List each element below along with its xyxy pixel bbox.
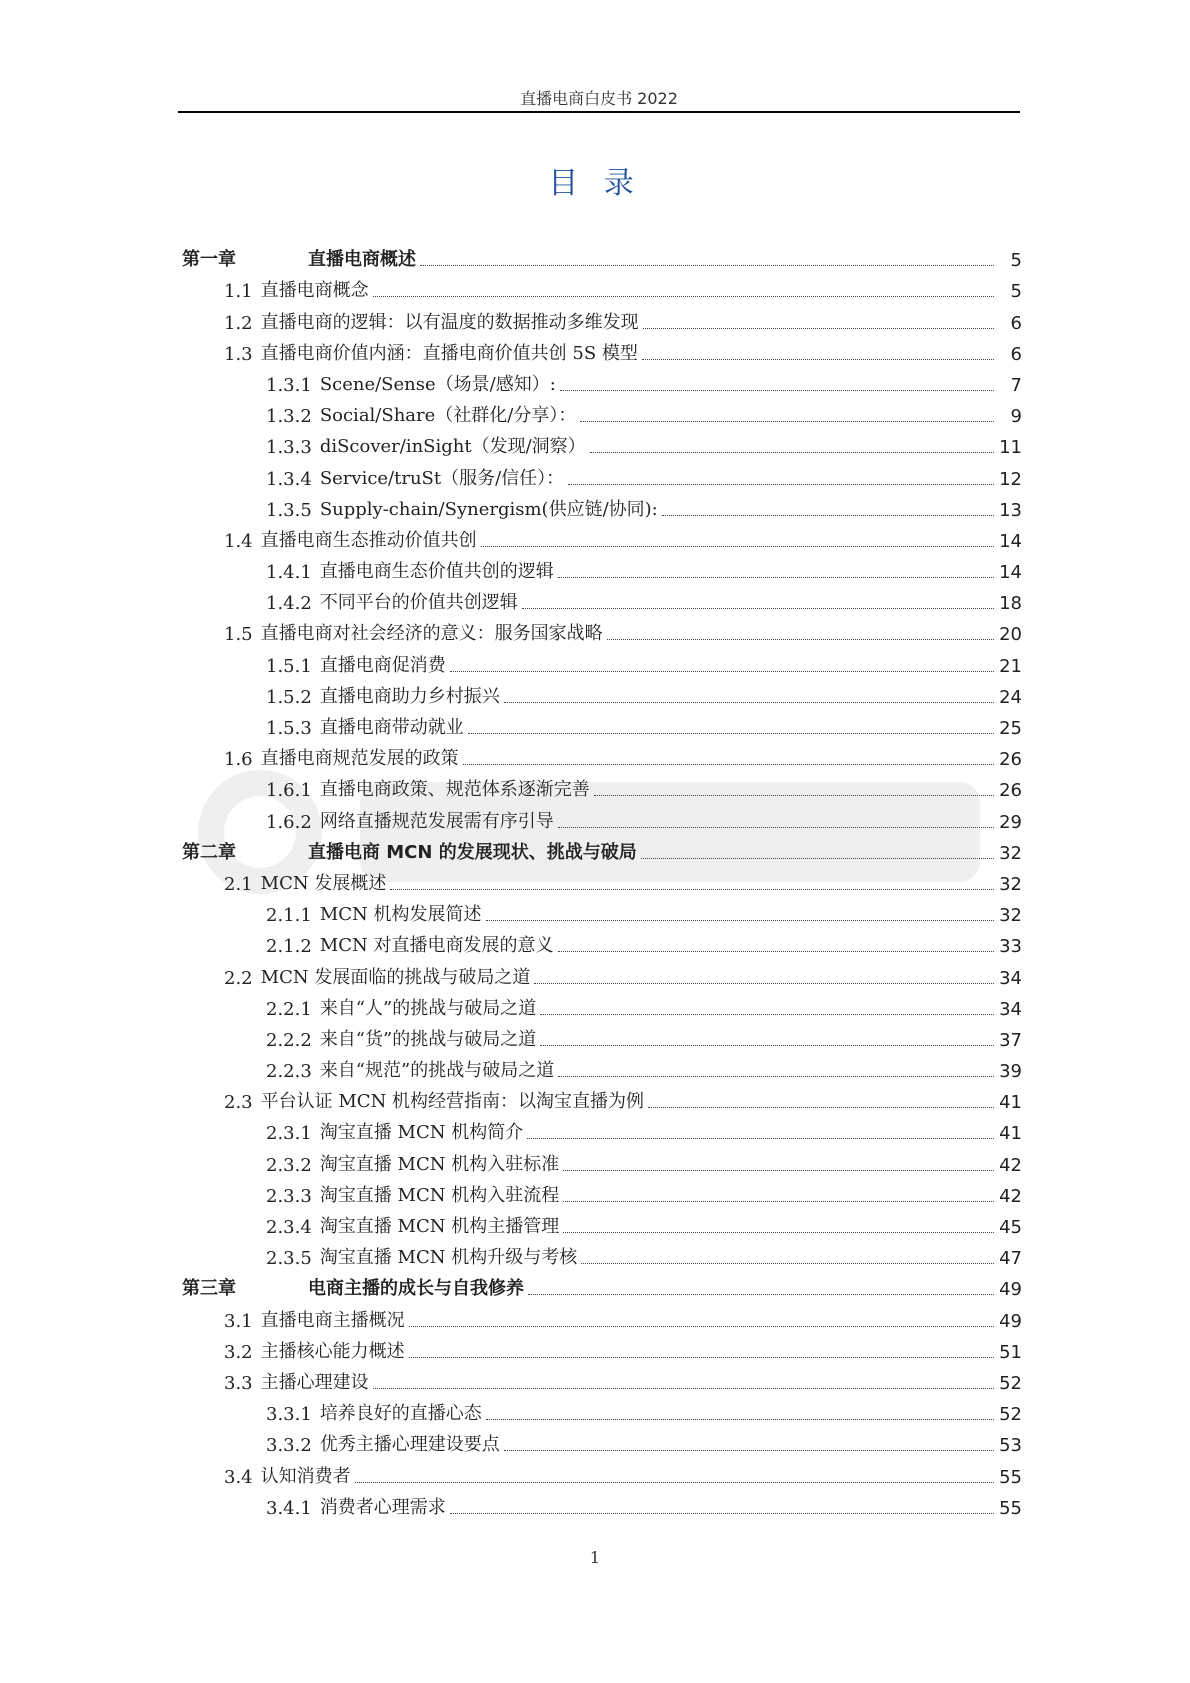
dot-leader [558, 577, 994, 578]
toc-entry[interactable] [182, 1207, 1022, 1238]
toc-entry-title: MCN 发展概述 [260, 872, 387, 894]
running-header: 直播电商白皮书 2022 [520, 89, 678, 108]
toc-entry-title: 不同平台的价值共创逻辑 [319, 592, 518, 614]
toc-entry[interactable] [182, 490, 1022, 521]
toc-entry[interactable] [182, 271, 1022, 302]
toc-entry-page: 25 [999, 718, 1022, 739]
toc-entry-number: 2.3.1 [266, 1123, 312, 1145]
toc-chapter-entry[interactable] [182, 1269, 1022, 1300]
toc-entry[interactable] [182, 583, 1022, 614]
toc-entry-title: 认知消费者 [260, 1465, 351, 1487]
toc-entry-number: 1.3.5 [266, 499, 312, 521]
dot-leader [373, 1388, 994, 1389]
dot-leader [607, 639, 994, 640]
dot-leader [486, 1419, 994, 1420]
toc-entry-title: 网络直播规范发展需有序引导 [319, 810, 554, 832]
toc-entry-title: Scene/Sense（场景/感知）: [319, 373, 556, 395]
dot-leader [355, 1482, 994, 1483]
toc-entry-page: 55 [999, 1497, 1022, 1519]
toc-entry-number: 2.3.5 [266, 1248, 312, 1270]
dot-leader [594, 795, 994, 796]
toc-entry-title: 直播电商生态推动价值共创 [260, 529, 477, 551]
toc-entry-page: 52 [999, 1372, 1022, 1394]
toc-entry-title: 直播电商概述 [308, 249, 416, 271]
toc-entry-page: 53 [999, 1435, 1022, 1457]
toc-entry[interactable] [182, 708, 1022, 739]
toc-entry-number: 1.6.2 [266, 811, 312, 833]
toc-entry-number: 1.4 [224, 530, 253, 552]
toc-entry[interactable] [182, 396, 1022, 427]
toc-entry-page: 6 [1010, 343, 1022, 365]
toc-entry-page: 26 [999, 780, 1022, 802]
dot-leader [540, 1045, 994, 1046]
toc-entry[interactable] [182, 521, 1022, 552]
dot-leader [558, 951, 995, 952]
table-of-contents [182, 240, 1022, 1519]
toc-entry-number: 2.3 [224, 1092, 253, 1114]
toc-entry-page: 47 [999, 1248, 1022, 1270]
toc-entry[interactable] [182, 334, 1022, 365]
toc-entry-page: 45 [999, 1217, 1022, 1238]
toc-entry-title: 培养良好的直播心态 [319, 1403, 482, 1425]
dot-leader [558, 827, 994, 828]
toc-entry-title: MCN 对直播电商发展的意义 [319, 935, 554, 957]
toc-entry[interactable] [182, 957, 1022, 988]
toc-entry[interactable] [182, 1363, 1022, 1394]
toc-entry-page: 6 [1010, 312, 1022, 334]
toc-entry-number: 2.2 [224, 967, 253, 989]
toc-entry-number: 2.3.4 [266, 1217, 312, 1238]
toc-entry-number: 1.3.4 [266, 468, 312, 490]
toc-entry-number: 1.3.3 [266, 437, 312, 459]
toc-entry[interactable] [182, 427, 1022, 458]
toc-entry-number: 1.3.2 [266, 406, 312, 428]
toc-entry-page: 49 [999, 1310, 1022, 1332]
toc-entry-number: 3.4 [224, 1466, 253, 1488]
toc-entry[interactable] [182, 1300, 1022, 1331]
dot-leader [662, 515, 994, 516]
toc-entry-page: 39 [999, 1061, 1022, 1083]
toc-entry[interactable] [182, 1394, 1022, 1425]
toc-entry[interactable] [182, 677, 1022, 708]
toc-entry-page: 51 [999, 1341, 1022, 1363]
toc-entry-title: 主播核心能力概述 [260, 1340, 405, 1362]
toc-entry[interactable] [182, 801, 1022, 832]
dot-leader [527, 1138, 994, 1139]
toc-entry-number: 2.3.2 [266, 1154, 312, 1176]
toc-entry-number: 1.6 [224, 749, 253, 771]
toc-chapter-entry[interactable] [182, 240, 1022, 271]
dot-leader [563, 1201, 994, 1202]
toc-entry-number: 1.5 [224, 624, 253, 646]
toc-entry-title: 直播电商规范发展的政策 [260, 748, 459, 770]
toc-entry[interactable] [182, 864, 1022, 895]
toc-entry-title: 消费者心理需求 [319, 1496, 446, 1518]
toc-entry-title: 直播电商政策、规范体系逐渐完善 [319, 779, 590, 801]
toc-entry[interactable] [182, 989, 1022, 1020]
toc-entry-number: 2.2.1 [266, 998, 312, 1020]
dot-leader [581, 1263, 994, 1264]
page-title: 目 录 [548, 166, 642, 201]
toc-entry-page: 32 [999, 873, 1022, 895]
toc-entry-page: 42 [999, 1154, 1022, 1176]
toc-entry-page: 32 [999, 842, 1022, 864]
dot-leader [648, 1107, 994, 1108]
toc-entry[interactable] [182, 926, 1022, 957]
toc-entry-page: 24 [999, 686, 1022, 708]
toc-entry-number: 第二章 [182, 841, 236, 863]
toc-entry-title: 直播电商生态价值共创的逻辑 [319, 561, 554, 583]
toc-entry-page: 41 [999, 1123, 1022, 1145]
toc-entry-number: 2.3.3 [266, 1185, 312, 1207]
toc-entry-number: 3.1 [224, 1310, 253, 1332]
toc-entry-number: 1.3.1 [266, 374, 312, 396]
toc-entry[interactable] [182, 1113, 1022, 1144]
toc-entry-page: 26 [999, 749, 1022, 771]
toc-entry-page: 13 [999, 499, 1022, 521]
dot-leader [481, 546, 994, 547]
toc-entry-title: 来自“货”的挑战与破局之道 [319, 1028, 537, 1050]
toc-entry-title: 主播心理建设 [260, 1371, 369, 1393]
toc-entry-number: 2.2.3 [266, 1061, 312, 1083]
toc-entry-number: 3.3.1 [266, 1404, 312, 1426]
dot-leader [463, 764, 994, 765]
toc-entry-title: diScover/inSight（发现/洞察） [319, 436, 586, 458]
toc-entry[interactable] [182, 1332, 1022, 1363]
toc-entry-page: 34 [999, 967, 1022, 989]
dot-leader [642, 359, 994, 360]
toc-entry[interactable] [182, 614, 1022, 645]
dot-leader [580, 421, 994, 422]
toc-entry-page: 12 [999, 468, 1022, 490]
toc-entry[interactable] [182, 1456, 1022, 1487]
dot-leader [534, 983, 994, 984]
toc-entry-number: 2.1.2 [266, 936, 312, 958]
toc-entry-number: 1.3 [224, 343, 253, 365]
toc-entry-title: 淘宝直播 MCN 机构入驻标准 [319, 1153, 560, 1175]
toc-entry-title: 直播电商助力乡村振兴 [319, 685, 500, 707]
dot-leader [568, 484, 994, 485]
dot-leader [522, 608, 994, 609]
dot-leader [563, 1170, 994, 1171]
toc-entry-title: 直播电商主播概况 [260, 1309, 405, 1331]
toc-entry-page: 11 [999, 437, 1022, 459]
toc-entry[interactable] [182, 1176, 1022, 1207]
toc-entry-number: 3.2 [224, 1341, 253, 1363]
toc-entry-page: 52 [999, 1404, 1022, 1426]
toc-entry-title: 直播电商对社会经济的意义：服务国家战略 [260, 623, 603, 645]
toc-entry-title: 直播电商价值内涵：直播电商价值共创 5S 模型 [260, 342, 638, 364]
toc-entry-page: 14 [999, 530, 1022, 552]
dot-leader [450, 671, 994, 672]
toc-entry[interactable] [182, 645, 1022, 676]
toc-entry-title: 直播电商 MCN 的发展现状、挑战与破局 [308, 841, 637, 863]
toc-entry-page: 32 [999, 905, 1022, 927]
toc-entry-page: 14 [999, 562, 1022, 584]
toc-entry-page: 34 [999, 998, 1022, 1020]
toc-entry[interactable] [182, 1488, 1022, 1519]
toc-entry[interactable] [182, 1144, 1022, 1175]
toc-entry-number: 1.5.1 [266, 655, 312, 677]
toc-entry-title: Service/truSt（服务/信任）： [319, 467, 565, 489]
toc-entry-page: 55 [999, 1466, 1022, 1488]
toc-entry-number: 1.1 [224, 281, 253, 303]
toc-entry[interactable] [182, 552, 1022, 583]
toc-entry-number: 1.2 [224, 312, 253, 334]
toc-entry-page: 21 [999, 655, 1022, 677]
toc-entry-page: 49 [999, 1279, 1022, 1301]
dot-leader [468, 733, 994, 734]
dot-leader [540, 1014, 994, 1015]
toc-entry-title: Social/Share（社群化/分享）： [319, 405, 577, 427]
toc-entry-number: 1.4.2 [266, 593, 312, 615]
toc-entry-page: 37 [999, 1029, 1022, 1051]
toc-entry-title: 淘宝直播 MCN 机构主播管理 [319, 1216, 560, 1237]
toc-entry-title: 直播电商带动就业 [319, 717, 464, 738]
dot-leader [504, 1450, 994, 1451]
dot-leader [420, 265, 994, 266]
toc-entry-number: 3.3 [224, 1372, 253, 1394]
toc-entry-title: 优秀主播心理建设要点 [319, 1434, 500, 1456]
toc-entry[interactable] [182, 302, 1022, 333]
dot-leader [558, 1076, 994, 1077]
dot-leader [450, 1513, 994, 1514]
toc-entry-title: 淘宝直播 MCN 机构升级与考核 [319, 1247, 578, 1269]
toc-entry[interactable] [182, 1238, 1022, 1269]
toc-entry-title: MCN 发展面临的挑战与破局之道 [260, 966, 531, 988]
toc-entry-page: 9 [1010, 406, 1022, 428]
toc-entry-title: 淘宝直播 MCN 机构入驻流程 [319, 1184, 560, 1206]
toc-entry-title: 来自“人”的挑战与破局之道 [319, 997, 537, 1019]
toc-entry-page: 29 [999, 811, 1022, 833]
toc-entry-title: 电商主播的成长与自我修养 [308, 1278, 524, 1300]
toc-entry-page: 41 [999, 1092, 1022, 1114]
toc-entry-number: 1.6.1 [266, 780, 312, 802]
toc-entry[interactable] [182, 365, 1022, 396]
dot-leader [641, 858, 994, 859]
dot-leader [528, 1294, 994, 1295]
toc-entry-page: 7 [1010, 374, 1022, 396]
toc-entry-number: 第三章 [182, 1278, 236, 1300]
toc-chapter-entry[interactable] [182, 833, 1022, 864]
toc-entry-title: 直播电商的逻辑：以有温度的数据推动多维发现 [260, 311, 639, 333]
dot-leader [643, 328, 994, 329]
toc-entry[interactable] [182, 1051, 1022, 1082]
toc-entry-title: 淘宝直播 MCN 机构简介 [319, 1122, 524, 1144]
dot-leader [504, 702, 994, 703]
dot-leader [560, 390, 994, 391]
toc-entry-number: 3.3.2 [266, 1435, 312, 1457]
toc-entry[interactable] [182, 1082, 1022, 1113]
toc-entry[interactable] [182, 1020, 1022, 1051]
toc-entry[interactable] [182, 739, 1022, 770]
dot-leader [486, 920, 995, 921]
toc-entry-title: Supply-chain/Synergism(供应链/协同): [319, 498, 658, 520]
toc-entry-page: 33 [999, 936, 1022, 958]
toc-entry[interactable] [182, 458, 1022, 489]
toc-entry-title: 直播电商概念 [260, 280, 369, 302]
toc-entry[interactable] [182, 1425, 1022, 1456]
toc-entry-number: 第一章 [182, 249, 236, 271]
toc-entry-number: 1.5.2 [266, 686, 312, 708]
dot-leader [563, 1232, 994, 1233]
toc-entry-title: 来自“规范”的挑战与破局之道 [319, 1060, 555, 1082]
toc-entry-page: 18 [999, 593, 1022, 615]
dot-leader [373, 296, 994, 297]
dot-leader [409, 1326, 994, 1327]
toc-entry-page: 20 [999, 624, 1022, 646]
toc-entry-number: 1.4.1 [266, 562, 312, 584]
toc-entry-number: 3.4.1 [266, 1497, 312, 1519]
page-number: 1 [589, 1548, 601, 1567]
dot-leader [390, 889, 994, 890]
toc-entry-title: MCN 机构发展简述 [319, 904, 482, 926]
toc-entry-number: 2.1.1 [266, 905, 312, 927]
toc-entry-number: 2.2.2 [266, 1029, 312, 1051]
toc-entry-page: 42 [999, 1185, 1022, 1207]
dot-leader [409, 1357, 994, 1358]
toc-entry[interactable] [182, 895, 1022, 926]
toc-entry[interactable] [182, 770, 1022, 801]
toc-entry-number: 1.5.3 [266, 718, 312, 739]
dot-leader [590, 452, 994, 453]
toc-entry-title: 平台认证 MCN 机构经营指南：以淘宝直播为例 [260, 1091, 645, 1113]
toc-entry-number: 2.1 [224, 873, 253, 895]
header-rule [178, 111, 1020, 113]
toc-entry-page: 5 [1010, 250, 1022, 272]
toc-entry-title: 直播电商促消费 [319, 654, 446, 676]
toc-entry-page: 5 [1010, 281, 1022, 303]
